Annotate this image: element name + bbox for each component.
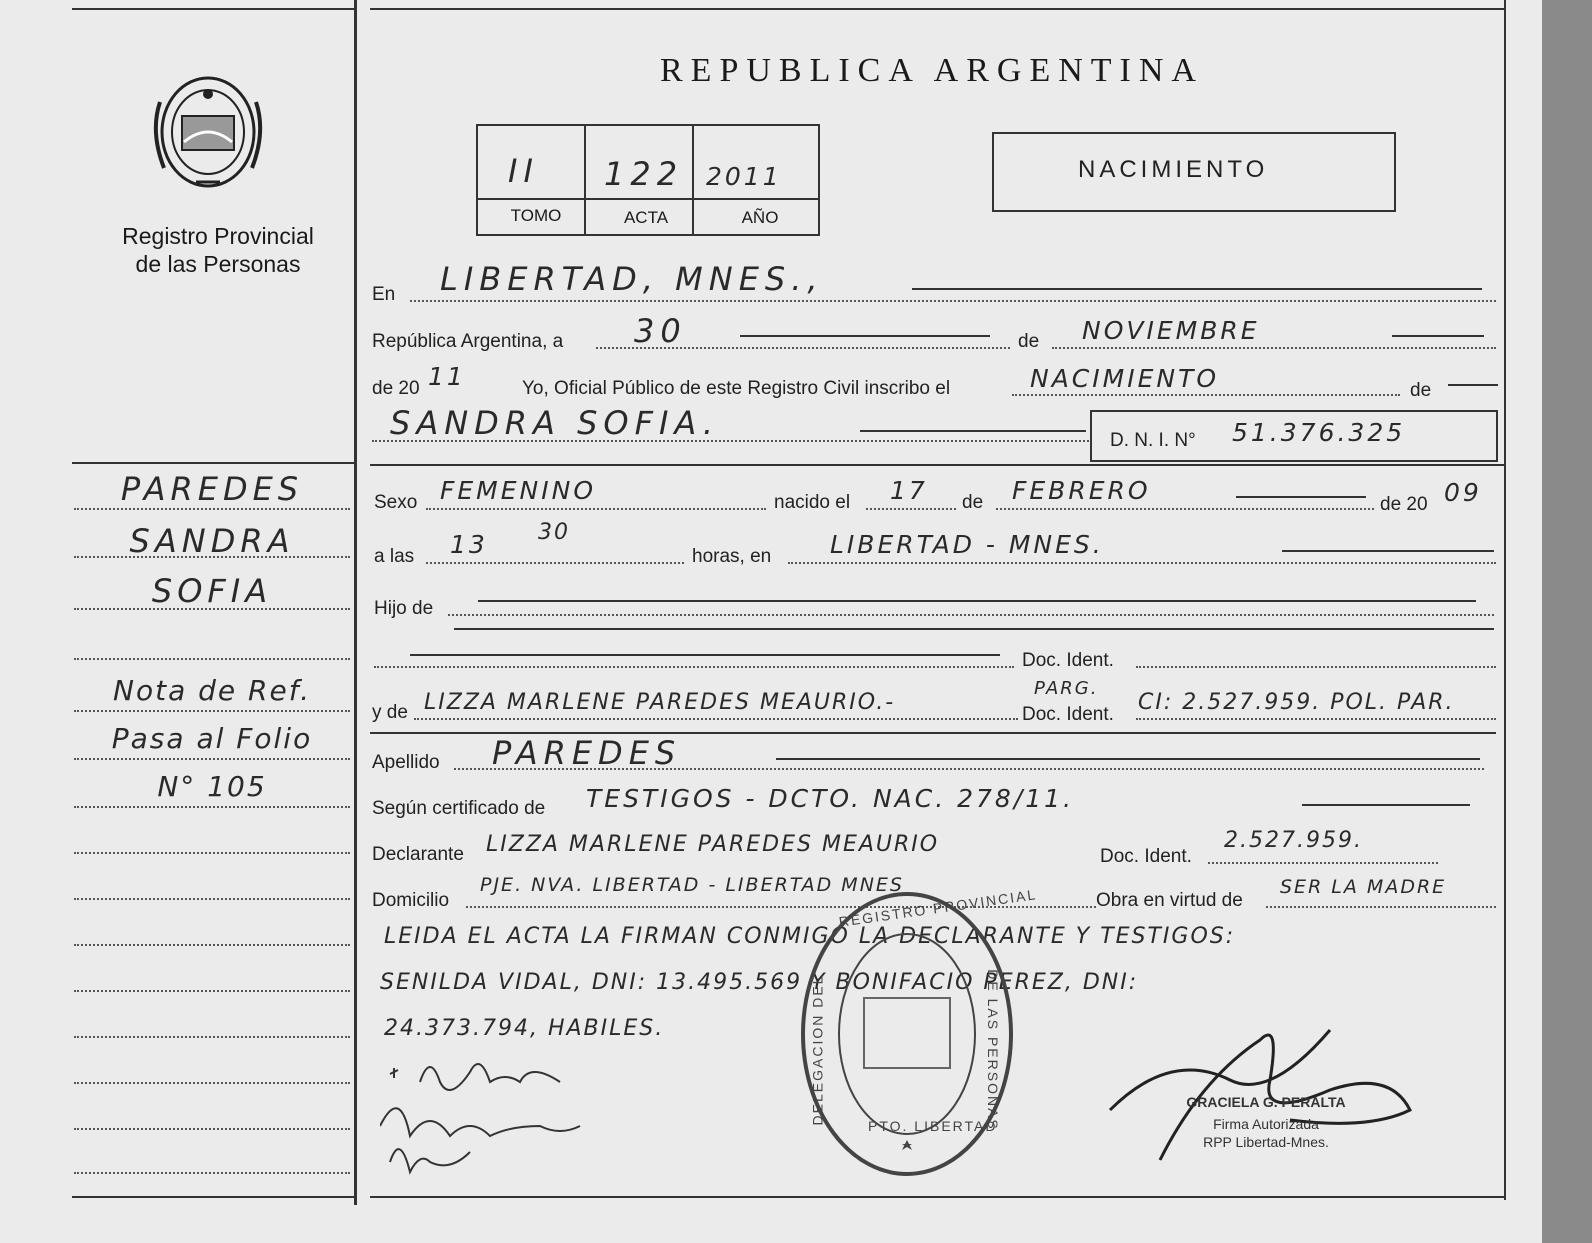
doc-ident-label-3: Doc. Ident. [1100, 846, 1192, 867]
act-line [1012, 394, 1400, 396]
declarante-label: Declarante [372, 844, 464, 865]
record-box-rule [476, 198, 818, 200]
witness-signatures [380, 1052, 600, 1188]
de-label-3: de [962, 492, 984, 513]
bottom-border [370, 1196, 1505, 1198]
hour-line [426, 562, 684, 564]
mother-value: LIZZA MARLENE PAREDES MEAURIO.- [424, 690, 896, 715]
en-fill-line [912, 288, 1482, 290]
margin-line [74, 658, 350, 660]
year-value: 11 [428, 362, 466, 391]
dni-label: D. N. I. N° [1110, 430, 1196, 451]
signer-name: GRACIELA G. PERALTA [1186, 1094, 1346, 1110]
surname-fill-line [776, 758, 1480, 760]
document-title: REPUBLICA ARGENTINA [660, 52, 1204, 89]
margin-surname: PAREDES [120, 470, 304, 508]
mother-doc-value: CI: 2.527.959. POL. PAR. [1138, 690, 1455, 715]
sex-line [426, 508, 766, 510]
left-top-border [72, 8, 355, 10]
top-border [370, 8, 1505, 10]
stamp-text-right: DE LAS PERSONAS [984, 969, 1001, 1131]
father-line [448, 614, 1494, 616]
margin-note-3: N° 105 [157, 770, 267, 803]
republica-label: República Argentina, a [372, 331, 564, 352]
acta-label: ACTA [623, 208, 669, 227]
father-doc-strike [410, 654, 1000, 656]
left-bottom-border [72, 1196, 355, 1198]
margin-line [74, 1128, 350, 1130]
father-doc-number-line [1136, 666, 1496, 668]
doc-ident-label-1: Doc. Ident. [1022, 650, 1114, 671]
reason-value: SER LA MADRE [1280, 876, 1447, 898]
names-value: SANDRA SOFIA. [390, 404, 720, 442]
tomo-label: TOMO [510, 206, 562, 225]
father-strike-1 [478, 600, 1476, 602]
reason-line [1266, 906, 1496, 908]
hijo-de-label: Hijo de [374, 598, 434, 619]
left-column-divider [354, 0, 357, 1205]
margin-line [74, 758, 350, 760]
hour-value: 13 [450, 530, 488, 559]
provincial-seal-icon [146, 72, 270, 194]
a-las-label: a las [374, 546, 415, 567]
month-fill-line [1392, 335, 1484, 337]
apellido-label: Apellido [372, 752, 440, 773]
en-label: En [372, 284, 396, 305]
declarant-doc-line [1208, 862, 1438, 864]
doc-ident-label-2: Doc. Ident. [1022, 704, 1114, 725]
stamp-text-top: REGISTRO PROVINCIAL [837, 886, 1038, 930]
margin-name-2: SOFIA [151, 572, 273, 610]
margin-note-1: Nota de Ref. [113, 674, 311, 707]
domicilio-label: Domicilio [372, 890, 450, 911]
registry-name-line1: Registro Provincial [122, 223, 314, 249]
place-value: LIBERTAD, MNES., [440, 260, 824, 298]
segun-label: Según certificado de [372, 798, 546, 819]
right-border [1504, 0, 1506, 1200]
declarant-doc-value: 2.527.959. [1224, 828, 1363, 853]
father-doc-line [374, 666, 1014, 668]
anio-value: 2011 [706, 162, 782, 191]
act-type-value: NACIMIENTO [1030, 364, 1220, 393]
note-line-3: 24.373.794, HABILES. [384, 1016, 665, 1041]
birth-place-value: LIBERTAD - MNES. [830, 530, 1104, 559]
margin-line [74, 1082, 350, 1084]
birth-month-line [996, 508, 1374, 510]
tomo-value: II [508, 152, 539, 190]
oficial-label: Yo, Oficial Público de este Registro Civil inscribo el [522, 378, 951, 399]
de20-label-2: de 20 [1380, 494, 1428, 515]
margin-line [74, 1172, 350, 1174]
margin-line [74, 852, 350, 854]
margin-line [74, 990, 350, 992]
names-fill-line [860, 430, 1086, 432]
declarant-value: LIZZA MARLENE PAREDES MEAURIO [486, 832, 940, 857]
birth-day-value: 17 [890, 476, 928, 505]
signer-role: Firma Autorizada [1213, 1116, 1319, 1132]
de-label-1: de [1018, 331, 1040, 352]
dni-value: 51.376.325 [1232, 418, 1406, 447]
de-fill-line [1448, 384, 1498, 386]
margin-name-1: SANDRA [129, 522, 295, 560]
margin-line [74, 898, 350, 900]
signer-office: RPP Libertad-Mnes. [1203, 1134, 1329, 1150]
day-fill-line [740, 335, 990, 337]
minutes-value: 30 [538, 520, 570, 545]
birth-day-line [866, 508, 956, 510]
father-strike-2 [454, 628, 1494, 630]
birth-year-value: 09 [1444, 478, 1482, 507]
birth-month-value: FEBRERO [1012, 476, 1151, 505]
month-line [1052, 347, 1496, 349]
address-value: PJE. NVA. LIBERTAD - LIBERTAD MNES [480, 874, 904, 896]
section-divider [370, 464, 1505, 466]
birth-month-fill-line [1236, 496, 1366, 498]
note-line-1: LEIDA EL ACTA LA FIRMAN CONMIGO LA DECLARANTE Y TESTIGOS: [384, 924, 1236, 949]
note-line-2: SENILDA VIDAL, DNI: 13.495.569 Y BONIFACIO PEREZ, DNI: [380, 970, 1139, 995]
sex-value: FEMENINO [440, 476, 596, 505]
margin-line [74, 508, 350, 510]
margin-line [74, 806, 350, 808]
nacido-label: nacido el [774, 492, 851, 513]
margin-line [74, 1036, 350, 1038]
mother-country-value: PARG. [1034, 678, 1099, 699]
certificate-fill-line [1302, 804, 1470, 806]
margin-note-2: Pasa al Folio [111, 722, 313, 755]
acta-value: 122 [604, 155, 684, 193]
stamp-text-left: DELEGACION DEL [809, 974, 826, 1126]
certificate-value: TESTIGOS - DCTO. NAC. 278/11. [586, 784, 1075, 813]
margin-line [74, 710, 350, 712]
en-line [410, 300, 1496, 302]
left-section-divider [72, 462, 355, 464]
record-type: NACIMIENTO [1078, 156, 1269, 183]
horas-en-label: horas, en [692, 546, 772, 567]
sexo-label: Sexo [374, 492, 418, 513]
birth-place-line [788, 562, 1496, 564]
y-de-label: y de [372, 702, 408, 723]
birth-place-fill-line [1282, 550, 1494, 552]
month-value: NOVIEMBRE [1082, 316, 1260, 345]
page-edge-shadow [1542, 0, 1592, 1243]
de20-label: de 20 [372, 378, 420, 399]
surname-value: PAREDES [492, 734, 682, 772]
registry-name [98, 222, 338, 278]
mother-line [414, 718, 1018, 720]
stamp-text-bottom: PTO. LIBERTAD [868, 1118, 998, 1134]
mother-doc-line [1136, 718, 1496, 720]
margin-line [74, 944, 350, 946]
registry-name-line2: de las Personas [135, 251, 301, 277]
obra-label: Obra en virtud de [1096, 890, 1243, 911]
de-label-2: de [1410, 380, 1432, 401]
day-value: 30 [634, 312, 687, 350]
anio-label: AÑO [741, 208, 779, 227]
